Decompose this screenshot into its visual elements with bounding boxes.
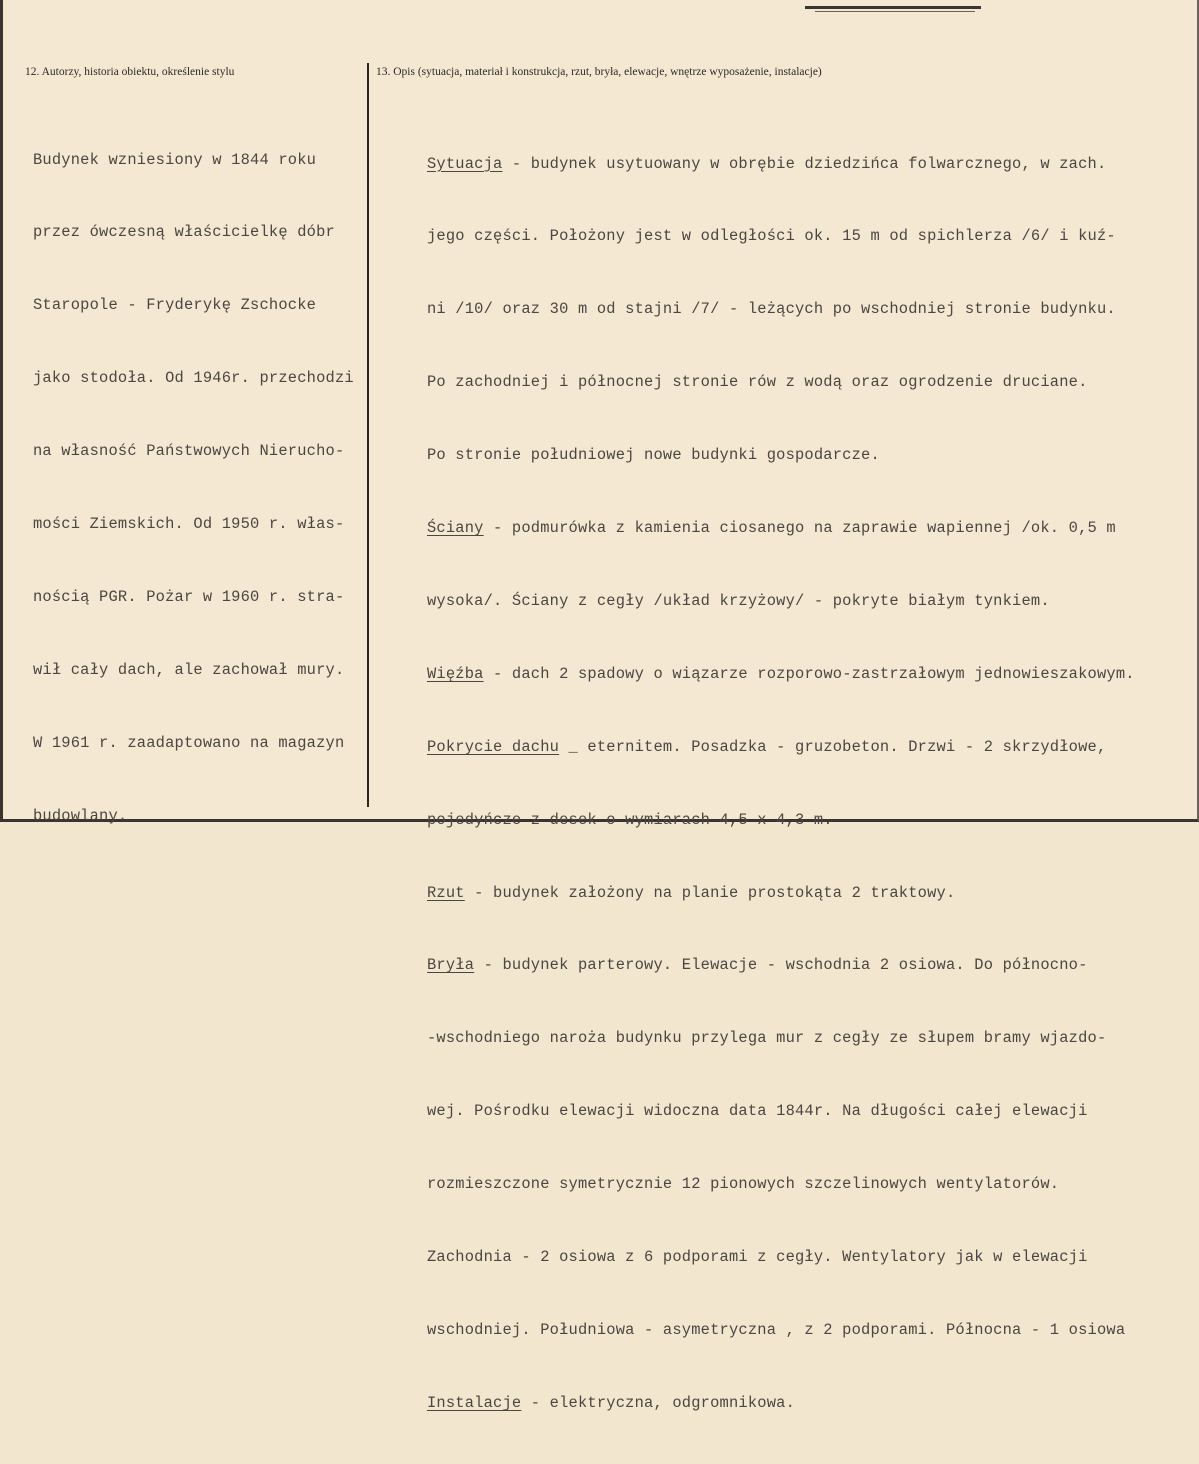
description-rest: - budynek usytuowany w obrębie dziedzińca folwarcznego, w zach.: [502, 154, 1107, 173]
description-line: [427, 1172, 1135, 1196]
description-line: [427, 589, 1135, 613]
description-rest: wschodniej. Południowa - asymetryczna , z 2 podporami. Północna - 1 osiowa: [427, 1320, 1126, 1339]
description-term: Ściany: [427, 519, 484, 538]
history-line: Budynek wzniesiony w 1844 roku: [33, 150, 317, 169]
history-line: jako stodoła. Od 1946r. przechodzi: [33, 369, 354, 388]
description-rest: Po stronie południowej nowe budynki gospodarcze.: [427, 446, 880, 465]
history-line: Staropole - Fryderykę Zschocke: [33, 296, 317, 315]
description-term: Więźba: [427, 664, 484, 683]
description-rest: rozmieszczone symetrycznie 12 pionowych szczelinowych wentylatorów.: [427, 1175, 1060, 1194]
history-text: [33, 99, 354, 877]
description-line: [427, 1245, 1135, 1269]
history-line: wił cały dach, ale zachował mury.: [33, 660, 345, 679]
description-line: [427, 881, 1135, 905]
description-term: Bryła: [427, 956, 475, 975]
history-line: W 1961 r. zaadaptowano na magazyn: [33, 733, 345, 752]
description-rest: - elektryczna, odgromnikowa.: [521, 1393, 795, 1412]
description-line: [427, 224, 1135, 248]
top-edge-rule: [805, 6, 981, 9]
column-divider: [367, 63, 369, 807]
description-line: [427, 808, 1135, 832]
description-term: Instalacje: [427, 1393, 522, 1412]
description-rest: - budynek parterowy. Elewacje - wschodnia 2 osiowa. Do północno-: [474, 956, 1088, 975]
history-line: nością PGR. Pożar w 1960 r. stra-: [33, 587, 345, 606]
description-rest: -wschodniego naroża budynku przylega mur z cegły ze słupem bramy wjazdo-: [427, 1029, 1107, 1048]
history-line: mości Ziemskich. Od 1950 r. włas-: [33, 515, 345, 534]
description-line: [427, 1318, 1135, 1342]
history-line: na własność Państwowych Nierucho-: [33, 442, 345, 461]
section-12-heading: 12. Autorzy, historia obiektu, określenie stylu: [25, 66, 235, 78]
history-line: budowlany.: [33, 806, 128, 825]
top-edge-rule-thin: [815, 11, 975, 12]
description-rest: - podmurówka z kamienia ciosanego na zaprawie wapiennej /ok. 0,5 m: [483, 519, 1116, 538]
description-rest: pojedyńcze z desek o wymiarach 4,5 x 4,3 m.: [427, 810, 833, 829]
section-13-heading: 13. Opis (sytuacja, materiał i konstrukcja, rzut, bryła, elewacje, wnętrze wyposażenie, instalacje): [376, 66, 822, 78]
description-line: [427, 662, 1135, 686]
description-rest: Po zachodniej i północnej stronie rów z wodą oraz ogrodzenie druciane.: [427, 373, 1088, 392]
description-text: [427, 103, 1135, 1464]
description-term: Pokrycie dachu: [427, 737, 560, 756]
description-rest: wej. Pośrodku elewacji widoczna data 1844r. Na długości całej elewacji: [427, 1102, 1088, 1121]
description-line: [427, 516, 1135, 540]
description-rest: wysoka/. Ściany z cegły /układ krzyżowy/ - pokryte białym tynkiem.: [427, 591, 1050, 610]
description-line: [427, 370, 1135, 394]
description-line: [427, 297, 1135, 321]
history-line: przez ówczesną właścicielkę dóbr: [33, 223, 335, 242]
description-line: [427, 152, 1135, 176]
description-rest: - dach 2 spadowy o wiązarze rozporowo-zastrzałowym jednowieszakowym.: [483, 664, 1135, 683]
description-line: [427, 953, 1135, 977]
description-term: Sytuacja: [427, 154, 503, 173]
description-line: [427, 443, 1135, 467]
description-rest: _ eternitem. Posadzka - gruzobeton. Drzwi - 2 skrzydłowe,: [559, 737, 1107, 756]
description-line: [427, 1391, 1135, 1415]
description-line: [427, 1099, 1135, 1123]
description-line: [427, 1026, 1135, 1050]
description-rest: Zachodnia - 2 osiowa z 6 podporami z cegły. Wentylatory jak w elewacji: [427, 1247, 1088, 1266]
description-rest: jego części. Położony jest w odległości ok. 15 m od spichlerza /6/ i kuź-: [427, 227, 1116, 246]
description-line: [427, 735, 1135, 759]
description-rest: ni /10/ oraz 30 m od stajni /7/ - leżących po wschodniej stronie budynku.: [427, 300, 1116, 319]
description-rest: - budynek założony na planie prostokąta 2 traktowy.: [464, 883, 956, 902]
description-term: Rzut: [427, 883, 465, 902]
